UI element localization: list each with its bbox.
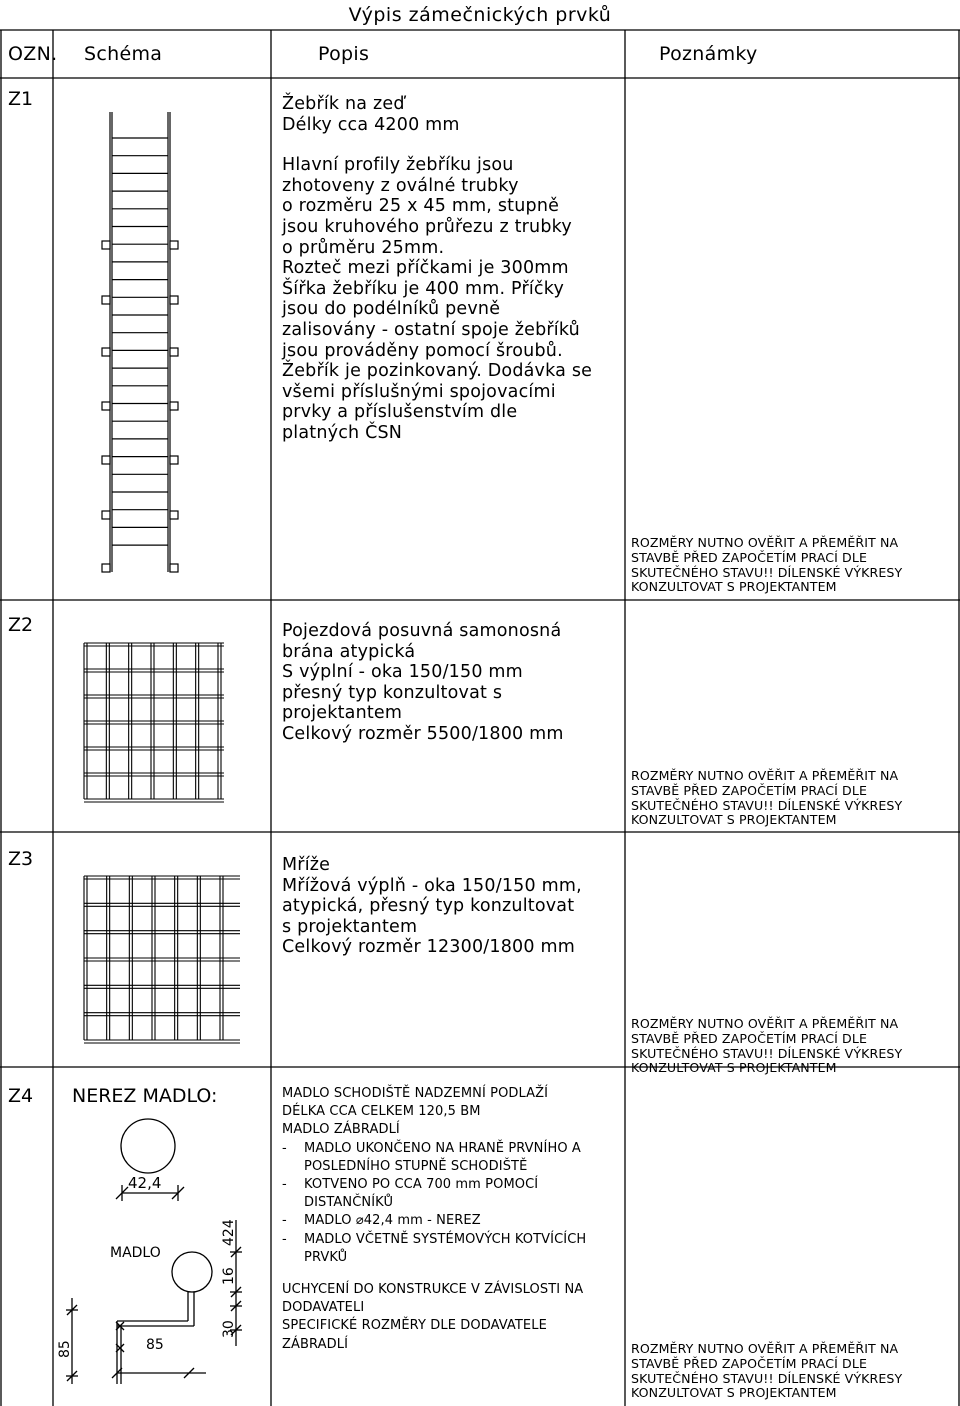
desc-line: DODAVATELI	[282, 1300, 365, 1316]
note-line: KONZULTOVAT S PROJEKTANTEM	[631, 812, 837, 828]
row-desc-z1	[282, 94, 592, 444]
grill-grid-drawing	[84, 876, 240, 1043]
desc-line: Rozteč mezi příčkami je 300mm	[282, 258, 569, 279]
desc-line: s projektantem	[282, 916, 418, 937]
desc-line: atypická, přesný typ konzultovat	[282, 896, 575, 917]
desc-line: jsou do podélníků pevně	[282, 299, 501, 320]
desc-line: o rozměru 25 x 45 mm, stupně	[282, 196, 560, 217]
header-schema: Schéma	[84, 43, 163, 65]
desc-line: SPECIFICKÉ ROZMĚRY DLE DODAVATELE	[282, 1318, 547, 1334]
desc-line: Žebřík na zeď	[282, 94, 405, 114]
desc-line: zalisovány - ostatní spoje žebříků	[282, 319, 580, 340]
desc-line: ZÁBRADLÍ	[282, 1336, 349, 1352]
ladder-drawing	[102, 112, 178, 572]
desc-line: DISTANČNÍKŮ	[304, 1195, 394, 1211]
header-popis: Popis	[318, 43, 370, 65]
handrail-section-circle	[121, 1119, 175, 1173]
desc-line: Pojezdová posuvná samonosná	[282, 621, 562, 641]
note-line: KONZULTOVAT S PROJEKTANTEM	[631, 1060, 837, 1076]
row-code-z4: Z4	[8, 1085, 34, 1107]
row-desc-z3	[282, 855, 582, 958]
desc-line: všemi příslušnými spojovacími	[282, 381, 556, 402]
dim-diameter-label: 42,4	[128, 1174, 162, 1192]
note-line: SKUTEČNÉHO STAVU!! DÍLENSKÉ VÝKRESY	[631, 1370, 903, 1386]
desc-line: jsou kruhového průřezu z trubky	[282, 216, 572, 237]
header-ozn: OZN.	[8, 43, 58, 65]
dim-16: 16	[221, 1267, 237, 1285]
note-line: SKUTEČNÉHO STAVU!! DÍLENSKÉ VÝKRESY	[631, 1045, 903, 1061]
desc-line: prvky a příslušenstvím dle	[282, 402, 518, 423]
desc-line: Celkový rozměr 12300/1800 mm	[282, 937, 575, 958]
row-desc-z2	[282, 621, 564, 745]
desc-line: zhotoveny z oválné trubky	[282, 175, 519, 196]
note-line: KONZULTOVAT S PROJEKTANTEM	[631, 1385, 837, 1401]
row-desc-z4	[282, 1085, 586, 1354]
note-line: STAVBĚ PŘED ZAPOČETÍM PRACÍ DLE	[631, 782, 868, 798]
desc-line: MADLO SCHODIŠTĚ NADZEMNÍ PODLAŽÍ	[282, 1086, 549, 1101]
note-line: STAVBĚ PŘED ZAPOČETÍM PRACÍ DLE	[631, 549, 868, 565]
note-line: ROZMĚRY NUTNO OVĚŘIT A PŘEMĚŘIT NA	[631, 535, 899, 550]
note-line: SKUTEČNÉHO STAVU!! DÍLENSKÉ VÝKRESY	[631, 797, 903, 813]
dim-85-vertical: 85	[57, 1340, 73, 1358]
header-poznamky: Poznámky	[659, 43, 758, 65]
desc-line: projektantem	[282, 703, 403, 724]
row-code-z2: Z2	[8, 614, 34, 636]
desc-line: PRVKŮ	[304, 1249, 348, 1265]
note-z1	[631, 536, 902, 595]
desc-line: Mřížová výplň - oka 150/150 mm,	[282, 875, 582, 896]
note-line: ROZMĚRY NUTNO OVĚŘIT A PŘEMĚŘIT NA	[631, 768, 899, 783]
note-line: ROZMĚRY NUTNO OVĚŘIT A PŘEMĚŘIT NA	[631, 1016, 899, 1031]
desc-list-item: - MADLO VČETNĚ SYSTÉMOVÝCH KOTVÍCÍCH	[282, 1231, 587, 1247]
desc-line: o průměru 25mm.	[282, 237, 445, 258]
desc-line: MADLO ZÁBRADLÍ	[282, 1122, 400, 1138]
nerez-madlo-label: NEREZ MADLO:	[72, 1085, 218, 1107]
desc-line: S výplní - oka 150/150 mm	[282, 662, 523, 683]
desc-list-item: - KOTVENO PO CCA 700 mm POMOCÍ	[282, 1177, 539, 1193]
desc-line: POSLEDNÍHO STUPNĚ SCHODIŠTĚ	[304, 1158, 528, 1174]
note-line: SKUTEČNÉHO STAVU!! DÍLENSKÉ VÝKRESY	[631, 564, 903, 580]
note-z4	[631, 1342, 902, 1401]
desc-line: Hlavní profily žebříku jsou	[282, 155, 514, 176]
note-z3	[631, 1017, 902, 1076]
note-line: STAVBĚ PŘED ZAPOČETÍM PRACÍ DLE	[631, 1030, 868, 1046]
desc-line: Celkový rozměr 5500/1800 mm	[282, 723, 564, 744]
dim-85-horizontal: 85	[146, 1337, 164, 1353]
handrail-circle	[172, 1252, 212, 1292]
document-title: Výpis zámečnických prvků	[348, 4, 612, 26]
note-line: STAVBĚ PŘED ZAPOČETÍM PRACÍ DLE	[631, 1355, 868, 1371]
gate-grid-drawing	[84, 643, 224, 802]
row-code-z3: Z3	[8, 848, 34, 870]
desc-line: DÉLKA CCA CELKEM 120,5 BM	[282, 1104, 481, 1120]
dim-30: 30	[221, 1320, 237, 1338]
row-code-z1: Z1	[8, 88, 34, 110]
desc-line: Délky cca 4200 mm	[282, 114, 460, 135]
note-line: ROZMĚRY NUTNO OVĚŘIT A PŘEMĚŘIT NA	[631, 1341, 899, 1356]
desc-line: UCHYCENÍ DO KONSTRUKCE V ZÁVISLOSTI NA	[282, 1282, 584, 1298]
desc-line: Mříže	[282, 855, 331, 875]
desc-line: brána atypická	[282, 641, 416, 662]
desc-line: přesný typ konzultovat s	[282, 682, 503, 703]
desc-line: Žebřík je pozinkovaný. Dodávka se	[282, 361, 593, 382]
desc-line: platných ČSN	[282, 422, 403, 443]
dim-424: 424	[221, 1219, 237, 1246]
desc-list-item: - MADLO UKONČENO NA HRANĚ PRVNÍHO A	[282, 1140, 581, 1156]
madlo-label: MADLO	[110, 1245, 161, 1261]
desc-line: Šířka žebříku je 400 mm. Příčky	[282, 278, 565, 299]
desc-list-item: - MADLO ⌀42,4 mm - NEREZ	[282, 1213, 481, 1229]
note-line: KONZULTOVAT S PROJEKTANTEM	[631, 579, 837, 595]
desc-line: jsou prováděny pomocí šroubů.	[282, 340, 563, 361]
note-z2	[631, 769, 902, 828]
